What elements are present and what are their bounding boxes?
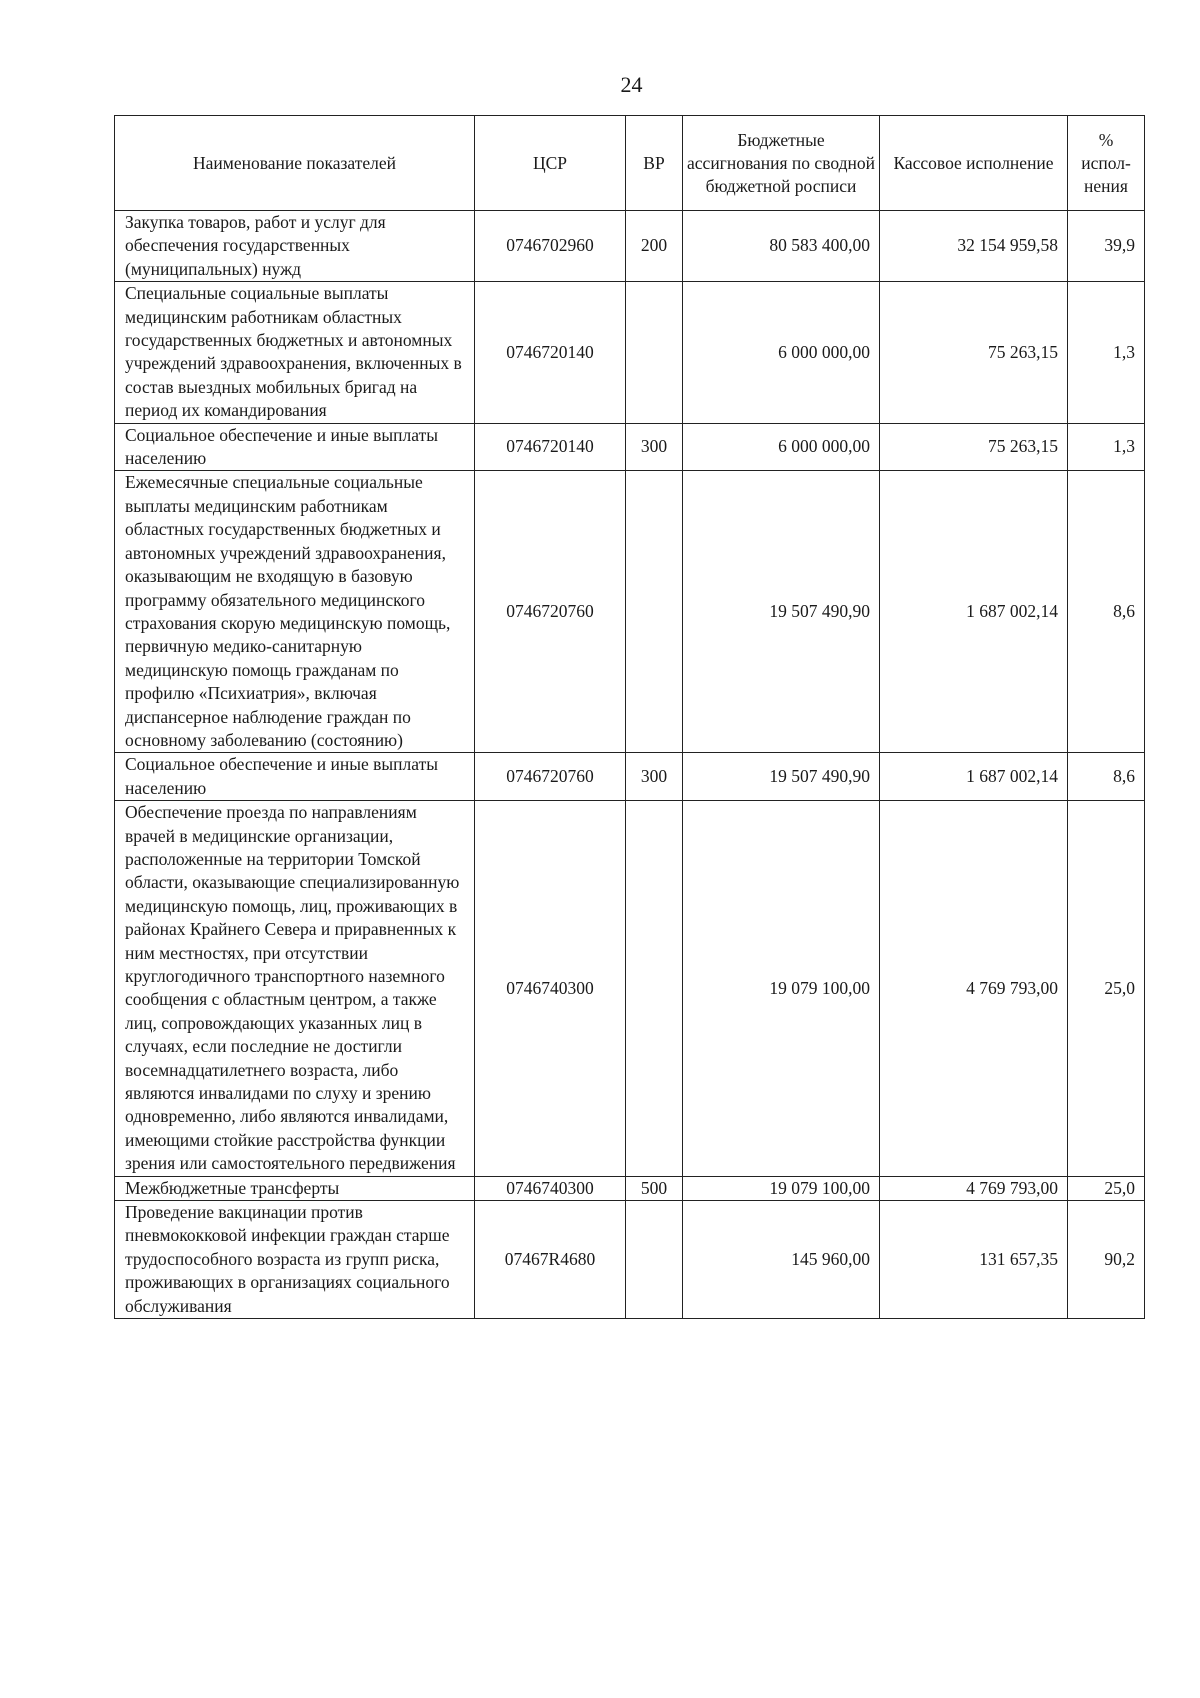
row-budget: 19 079 100,00 <box>683 801 880 1177</box>
row-vr <box>626 801 683 1177</box>
table-header-row <box>115 116 1145 211</box>
row-budget: 6 000 000,00 <box>683 423 880 471</box>
table-row <box>115 471 1145 753</box>
row-percent: 8,6 <box>1068 471 1145 753</box>
row-vr: 300 <box>626 753 683 801</box>
row-vr: 300 <box>626 423 683 471</box>
row-vr: 500 <box>626 1176 683 1200</box>
row-percent: 39,9 <box>1068 211 1145 282</box>
row-vr: 200 <box>626 211 683 282</box>
table-row <box>115 423 1145 471</box>
row-cash: 4 769 793,00 <box>880 1176 1068 1200</box>
row-cash: 1 687 002,14 <box>880 471 1068 753</box>
row-vr <box>626 1201 683 1319</box>
row-percent: 25,0 <box>1068 801 1145 1177</box>
row-vr <box>626 282 683 423</box>
row-cash: 32 154 959,58 <box>880 211 1068 282</box>
table-row <box>115 753 1145 801</box>
row-name: Обеспечение проезда по направлениям врачей в медицинские организации, расположенные на территории Томской области, оказывающие специализированную медицинскую помощь, лиц, проживающих в районах Крайнего Севера и приравненных к ним местностях, при отсутствии круглогодичного транспортного наземного сообщения с областным центром, а также лиц, сопровождающих указанных лиц в случаях, если последние не достигли восемнадцатилетнего возраста, либо являются инвалидами по слуху и зрению одновременно, либо являются инвалидами, имеющими стойкие расстройства функции зрения или самостоятельного передвижения <box>115 801 475 1177</box>
row-csr: 0746720140 <box>475 282 626 423</box>
row-cash: 4 769 793,00 <box>880 801 1068 1177</box>
row-budget: 6 000 000,00 <box>683 282 880 423</box>
row-name: Проведение вакцинации против пневмококковой инфекции граждан старше трудоспособного возраста из групп риска, проживающих в организациях социального обслуживания <box>115 1201 475 1319</box>
row-name: Ежемесячные специальные социальные выплаты медицинским работникам областных государственных бюджетных и автономных учреждений здравоохранения, оказывающим не входящую в базовую программу обязательного медицинского страхования скорую медицинскую помощь, первичную медико-санитарную медицинскую помощь гражданам по профилю «Психиатрия», включая диспансерное наблюдение граждан по основному заболеванию (состоянию) <box>115 471 475 753</box>
row-cash: 75 263,15 <box>880 282 1068 423</box>
row-csr: 0746740300 <box>475 801 626 1177</box>
row-percent: 1,3 <box>1068 423 1145 471</box>
row-csr: 0746720760 <box>475 471 626 753</box>
table-row <box>115 801 1145 1177</box>
row-csr: 0746702960 <box>475 211 626 282</box>
row-percent: 1,3 <box>1068 282 1145 423</box>
row-csr: 0746720760 <box>475 753 626 801</box>
page-number: 24 <box>620 72 643 97</box>
row-name: Закупка товаров, работ и услуг для обеспечения государственных (муниципальных) нужд <box>115 211 475 282</box>
row-cash: 75 263,15 <box>880 423 1068 471</box>
header-percent: % испол-нения <box>1068 116 1145 211</box>
table-row <box>115 282 1145 423</box>
row-percent: 90,2 <box>1068 1201 1145 1319</box>
row-csr: 0746740300 <box>475 1176 626 1200</box>
header-budget: Бюджетные ассигнования по сводной бюджетной росписи <box>683 116 880 211</box>
row-name: Социальное обеспечение и иные выплаты населению <box>115 423 475 471</box>
row-budget: 19 079 100,00 <box>683 1176 880 1200</box>
row-name: Специальные социальные выплаты медицинским работникам областных государственных бюджетных и автономных учреждений здравоохранения, включенных в состав выездных мобильных бригад на период их командирования <box>115 282 475 423</box>
row-cash: 131 657,35 <box>880 1201 1068 1319</box>
header-name: Наименование показателей <box>115 116 475 211</box>
row-percent: 25,0 <box>1068 1176 1145 1200</box>
header-vr: ВР <box>626 116 683 211</box>
row-name: Социальное обеспечение и иные выплаты населению <box>115 753 475 801</box>
row-budget: 80 583 400,00 <box>683 211 880 282</box>
row-budget: 19 507 490,90 <box>683 471 880 753</box>
header-csr: ЦСР <box>475 116 626 211</box>
row-budget: 145 960,00 <box>683 1201 880 1319</box>
budget-execution-table <box>114 115 1145 1319</box>
table-row <box>115 1176 1145 1200</box>
row-name: Межбюджетные трансферты <box>115 1176 475 1200</box>
row-cash: 1 687 002,14 <box>880 753 1068 801</box>
table-row <box>115 211 1145 282</box>
table-row <box>115 1201 1145 1319</box>
header-cash: Кассовое исполнение <box>880 116 1068 211</box>
row-percent: 8,6 <box>1068 753 1145 801</box>
row-csr: 07467R4680 <box>475 1201 626 1319</box>
row-vr <box>626 471 683 753</box>
row-csr: 0746720140 <box>475 423 626 471</box>
row-budget: 19 507 490,90 <box>683 753 880 801</box>
